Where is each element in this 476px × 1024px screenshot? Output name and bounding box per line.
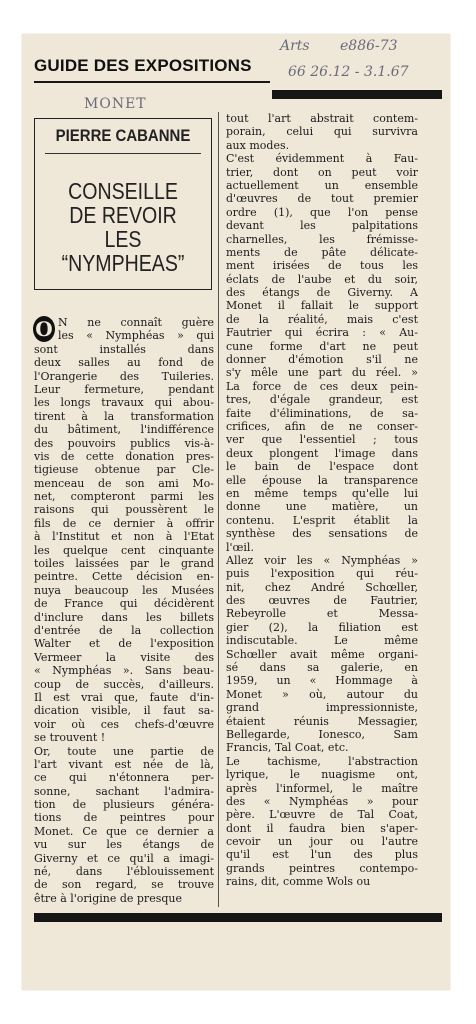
handwritten-note-arts: Arts: [280, 38, 310, 54]
text-line: Vermeer la visite des: [34, 650, 214, 664]
text-line: « Nymphéas ». Sans beau-: [34, 664, 214, 678]
text-line: se trouvent !: [34, 731, 106, 745]
text-line: lyrique, le nuagisme ont,: [226, 768, 418, 782]
text-line: Fautrier qui écrira : « Au-: [226, 326, 418, 340]
text-line: étaient réunis Messagier,: [226, 714, 418, 728]
author-name: PIERRE CABANNE: [55, 126, 191, 145]
text-line: d'entrée de la collection: [34, 623, 214, 637]
text-line: l'œil.: [226, 540, 254, 554]
text-line: né, dans l'éblouissement: [34, 865, 214, 879]
right-column: [226, 112, 418, 889]
text-line: grand impressionniste,: [226, 701, 418, 715]
text-line: puis l'exposition qui réu-: [226, 567, 418, 581]
text-line: d'œuvres de tout premier: [226, 192, 418, 206]
text-line: coup de succès, d'ailleurs.: [34, 677, 214, 691]
text-line: net, compteront parmi les: [34, 490, 214, 504]
text-line: les « Nymphéas » qui: [58, 329, 214, 343]
text-line: tigieuse obtenue par Cle-: [34, 463, 214, 477]
text-line: sé dans sa galerie, en: [226, 661, 418, 675]
text-line: Il est vrai que, faute d'in-: [34, 690, 214, 704]
text-line: N ne connaît guère: [58, 316, 214, 329]
text-line: des « Nymphéas » pour: [226, 794, 418, 808]
text-line: qu'il est l'un des plus: [226, 848, 418, 862]
text-line: voir où ces chefs-d'œuvre: [34, 717, 214, 731]
text-line: des pouvoirs publics vis-à-: [34, 436, 214, 450]
text-line: C'est évidemment à Fau-: [226, 152, 418, 166]
text-line: crifices, afin de ne conser-: [226, 419, 418, 433]
text-line: éclats de l'aube et du soir,: [226, 272, 418, 286]
text-line: aux modes.: [226, 138, 290, 152]
text-line: l'art vivant est née de là,: [34, 757, 214, 771]
text-line: fils de ce dernier à offrir: [34, 516, 214, 530]
text-line: s'y mêle une part du réel. »: [226, 366, 418, 380]
article-title-line: DE REVOIR: [69, 202, 177, 228]
text-line: des œuvres de Fautrier,: [226, 594, 418, 608]
text-line: Schœller avait même organi-: [226, 647, 418, 661]
handwritten-reference-code: e886-73: [340, 38, 398, 54]
text-line: Le tachisme, l'abstraction: [226, 754, 418, 768]
text-line: raisons qui poussèrent le: [34, 503, 214, 517]
bottom-rule: [34, 913, 442, 922]
text-line: tres, d'égale grandeur, est: [226, 393, 418, 407]
text-line: La force de ces deux pein-: [226, 379, 418, 393]
text-line: gier (2), la filiation est: [226, 620, 418, 634]
handwritten-monet: MONET: [84, 96, 147, 112]
text-line: donner d'émotion s'il ne: [226, 353, 418, 367]
text-line: trier, dont on peut voir: [226, 165, 418, 179]
text-line: faite d'éliminations, de sa-: [226, 406, 418, 420]
text-line: tirent à la transformation: [34, 409, 214, 423]
text-line: nuya beaucoup les Musées: [34, 583, 214, 597]
text-line: cevoir un jour ou l'autre: [226, 835, 418, 849]
text-line: père. L'œuvre de Tal Coat,: [226, 808, 418, 822]
text-line: tions de peintres pour: [34, 811, 214, 825]
text-line: Allez voir les « Nymphéas »: [226, 553, 418, 567]
top-rule: [272, 90, 442, 99]
text-line: après l'informel, le maître: [226, 781, 418, 795]
text-line: cune forme d'art ne peut: [226, 339, 418, 353]
text-line: dication visible, il faut sa-: [34, 704, 214, 718]
text-line: ments de pâte délicate-: [226, 245, 418, 259]
text-line: Monet il fallait le support: [226, 299, 418, 313]
article-title-line: CONSEILLE: [68, 178, 178, 204]
column-divider: [218, 112, 219, 907]
text-line: indiscutable. Le même: [226, 634, 418, 648]
handwritten-dates: 66 26.12 - 3.1.67: [288, 64, 409, 80]
text-line: 1959, un « Hommage à: [226, 674, 418, 688]
text-line: Walter et de l'exposition: [34, 637, 214, 651]
text-line: toiles laissées par le grand: [34, 557, 214, 571]
article-title-line: LES: [104, 226, 142, 252]
text-line: à l'Institut et non à l'Etat: [34, 530, 214, 544]
text-line: devant les palpitations: [226, 219, 418, 233]
text-line: en même temps qu'elle lui: [226, 486, 418, 500]
text-line: synthèse des sensations de: [226, 527, 418, 541]
text-line: du bâtiment, l'indifférence: [34, 423, 214, 437]
text-line: Rebeyrolle et Messa-: [226, 607, 418, 621]
text-line: porain, celui qui survivra: [226, 125, 418, 139]
text-line: deux plongent l'image dans: [226, 446, 418, 460]
text-line: être à l'origine de presque: [34, 891, 182, 905]
text-line: grands peintres contempo-: [226, 861, 418, 875]
text-line: vis de cette donation pres-: [34, 449, 214, 463]
text-line: de son regard, se trouve: [34, 878, 214, 892]
text-line: d'inclure dans les billets: [34, 610, 214, 624]
text-line: ver que l'essentiel ; tous: [226, 433, 418, 447]
text-line: vu sur les étangs de: [34, 838, 214, 852]
text-line: sonne, sachant l'admira-: [34, 784, 214, 798]
text-line: le bain de l'espace dont: [226, 460, 418, 474]
text-line: contenu. L'esprit établit la: [226, 513, 418, 527]
text-line: Francis, Tal Coat, etc.: [226, 741, 349, 755]
text-line: tion de plusieurs généra-: [34, 798, 214, 812]
section-heading: GUIDE DES EXPOSITIONS: [34, 56, 252, 75]
text-line: menceau de son ami Mo-: [34, 476, 214, 490]
top-rule-left: [34, 81, 270, 83]
text-line: ce qui n'étonnera per-: [34, 771, 214, 785]
text-line: peintre. Cette décision en-: [34, 570, 214, 584]
text-line: Giverny et ce qu'il a imagi-: [34, 851, 214, 865]
text-line: elle épouse la transparence: [226, 473, 418, 487]
text-line: les longs travaux qui abou-: [34, 396, 214, 410]
drop-cap: O: [33, 316, 55, 342]
text-line: rains, dit, comme Wols ou: [226, 875, 371, 889]
text-line: Bellegarde, Ionesco, Sam: [226, 727, 418, 741]
text-line: sont installés dans: [34, 342, 214, 356]
text-line: ordre (1), que l'on pense: [226, 205, 418, 219]
text-line: l'Orangerie des Tuileries.: [34, 369, 214, 383]
text-line: deux salles au fond de: [34, 356, 214, 370]
text-line: tout l'art abstrait contem-: [226, 112, 418, 125]
left-column: [34, 316, 214, 905]
text-line: des étangs de Giverny. A: [226, 286, 418, 300]
text-line: Or, toute une partie de: [34, 744, 214, 758]
article-title-line: “NYMPHEAS”: [61, 250, 185, 276]
text-line: de la réalité, mais c'est: [226, 312, 418, 326]
text-line: Leur fermeture, pendant: [34, 382, 214, 396]
title-box: [34, 118, 212, 290]
text-line: charnelles, les frémisse-: [226, 232, 418, 246]
text-line: dont il faudra bien s'aper-: [226, 821, 418, 835]
text-line: Monet » où, autour du: [226, 687, 418, 701]
author-underline: [45, 153, 201, 154]
text-line: de France qui décidèrent: [34, 597, 214, 611]
text-line: les quelque cent cinquante: [34, 543, 214, 557]
text-line: nit, chez André Schœller,: [226, 580, 418, 594]
text-line: ment irisées de tous les: [226, 259, 418, 273]
text-line: Monet. Ce que ce dernier a: [34, 824, 214, 838]
text-line: donne une matière, un: [226, 500, 418, 514]
text-line: actuellement un ensemble: [226, 178, 418, 192]
